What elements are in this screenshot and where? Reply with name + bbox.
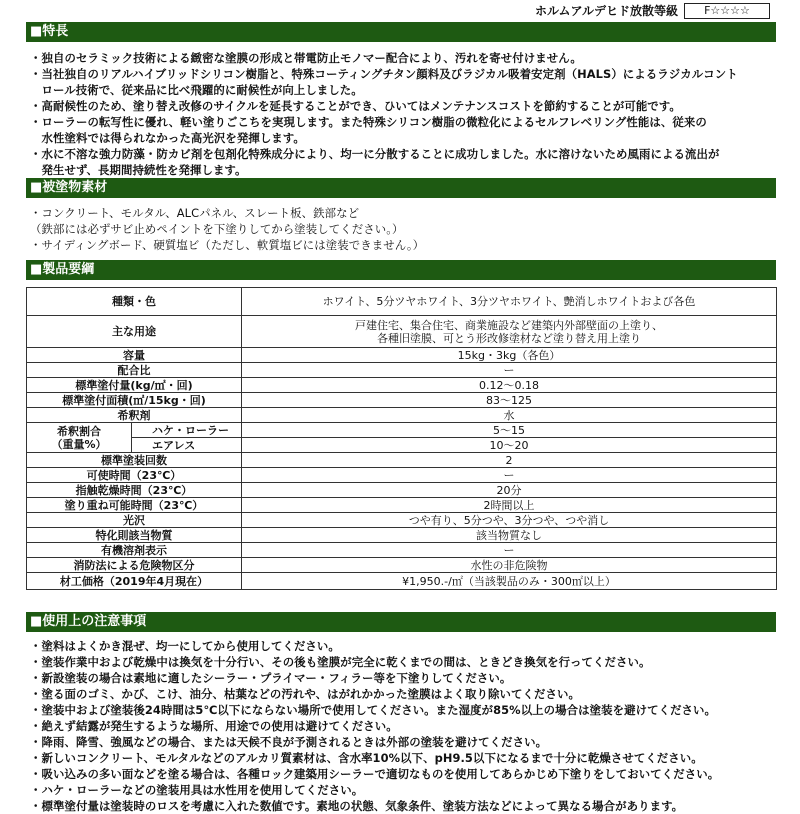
spec-row [27, 348, 777, 363]
spec-label-line: （重量%） [51, 437, 107, 451]
features-line: ・水に不溶な強力防藻・防カビ剤を包剤化特殊成分により、均一に分散することに成功しました。水に溶けないため風雨による流出が [30, 147, 720, 161]
spec-label [27, 423, 132, 453]
spec-label: 主な用途 [27, 316, 242, 348]
spec-label: 光沢 [27, 513, 242, 528]
spec-row [27, 393, 777, 408]
spec-value: 15kg・3kg（各色） [242, 348, 777, 363]
spec-label: 指触乾燥時間（23℃） [27, 483, 242, 498]
features-line: 発生せず、長期間持続性を発揮します。 [30, 163, 247, 177]
spec-value: 0.12～0.18 [242, 378, 777, 393]
precautions-line: ・塗る面のゴミ、かび、こけ、油分、枯葉などの汚れや、はがれかかった塗膜はよく取り除いてください。 [30, 687, 580, 701]
spec-label: 消防法による危険物区分 [27, 558, 242, 573]
spec-row [27, 363, 777, 378]
spec-row [27, 468, 777, 483]
spec-label: 可使時間（23℃） [27, 468, 242, 483]
spec-value: 水性の非危険物 [242, 558, 777, 573]
spec-value: 水 [242, 408, 777, 423]
formaldehyde-rating [535, 2, 770, 19]
features-line: ・独自のセラミック技術による緻密な塗膜の形成と帯電防止モノマー配合により、汚れを寄せ付けません。 [30, 51, 582, 65]
spec-value: ー [242, 363, 777, 378]
spec-row [27, 288, 777, 316]
spec-label: 標準塗付量(kg/㎡・回) [27, 378, 242, 393]
spec-value-line: 各種旧塗膜、可とう形改修塗材など塗り替え用上塗り [377, 331, 641, 345]
substrates-line: （鉄部には必ずサビ止めペイントを下塗りしてから塗装してください。） [30, 222, 404, 236]
spec-value: ー [242, 468, 777, 483]
precautions-line: ・ハケ・ローラーなどの塗装用具は水性用を使用してください。 [30, 783, 364, 797]
features-line: ロール技術で、従来品に比べ飛躍的に耐候性が向上しました。 [30, 83, 363, 97]
spec-label: 材工価格（2019年4月現在） [27, 573, 242, 590]
spec-value: 5～15 [242, 423, 777, 438]
spec-row [27, 513, 777, 528]
features-line: ・当社独自のリアルハイブリッドシリコン樹脂と、特殊コーティングチタン顔料及びラジカル吸着安定剤（HALS）によるラジカルコント [30, 67, 738, 81]
spec-value: 2時間以上 [242, 498, 777, 513]
features-heading: ■特長 [26, 22, 776, 42]
spec-value: 83～125 [242, 393, 777, 408]
spec-value: つや有り、5分つや、3分つや、つや消し [242, 513, 777, 528]
features-line: ・高耐候性のため、塗り替え改修のサイクルを延長することができ、ひいてはメンテナンスコストを節約することが可能です。 [30, 99, 681, 113]
precautions-line: ・標準塗付量は塗装時のロスを考慮に入れた数値です。素地の状態、気象条件、塗装方法などによって異なる場合があります。 [30, 799, 684, 813]
precautions-line: ・絶えず結露が発生するような場所、用途での使用は避けてください。 [30, 719, 398, 733]
spec-label: 容量 [27, 348, 242, 363]
precautions-line: ・塗料はよくかき混ぜ、均一にしてから使用してください。 [30, 639, 340, 653]
substrates-list [30, 205, 775, 253]
precautions-line: ・新設塗装の場合は素地に適したシーラー・プライマー・フィラー等を下塗りしてください。 [30, 671, 512, 685]
substrates-line: ・コンクリート、モルタル、ALCパネル、スレート板、鉄部など [30, 206, 360, 220]
spec-label: 配合比 [27, 363, 242, 378]
precautions-list [30, 638, 775, 814]
precautions-line: ・塗装作業中および乾燥中は換気を十分行い、その後も塗膜が完全に乾くまでの間は、ときどき換気を行ってください。 [30, 655, 651, 669]
spec-label: 有機溶剤表示 [27, 543, 242, 558]
spec-label: 標準塗付面積(㎡/15kg・回) [27, 393, 242, 408]
spec-row [27, 453, 777, 468]
spec-value: 10～20 [242, 438, 777, 453]
spec-row [27, 558, 777, 573]
precautions-heading: ■使用上の注意事項 [26, 612, 776, 632]
spec-value: ¥1,950.-/㎡（当該製品のみ・300㎡以上） [242, 573, 777, 590]
spec-label: 種類・色 [27, 288, 242, 316]
spec-row [27, 543, 777, 558]
spec-row [27, 483, 777, 498]
spec-row [27, 408, 777, 423]
spec-label-line: 希釈割合 [57, 424, 101, 438]
spec-row [27, 378, 777, 393]
substrates-line: ・サイディングボード、硬質塩ビ（ただし、軟質塩ビには塗装できません。） [30, 238, 425, 252]
spec-value-line: 戸建住宅、集合住宅、商業施設など建築内外部壁面の上塗り、 [355, 318, 663, 332]
formaldehyde-grade: F☆☆☆☆ [684, 3, 770, 19]
spec-row [27, 438, 777, 453]
spec-label: 特化則該当物質 [27, 528, 242, 543]
spec-value [242, 316, 777, 348]
spec-row [27, 498, 777, 513]
formaldehyde-label: ホルムアルデヒド放散等級 [534, 4, 678, 18]
spec-table [26, 287, 777, 590]
features-list [30, 50, 775, 178]
spec-label: 塗り重ね可能時間（23℃） [27, 498, 242, 513]
spec-row [27, 423, 777, 438]
spec-label: 希釈剤 [27, 408, 242, 423]
precautions-line: ・塗装中および塗装後24時間は5℃以下にならない場所で使用してください。また湿度が85%以上の場合は塗装を避けてください。 [30, 703, 717, 717]
spec-label: 標準塗装回数 [27, 453, 242, 468]
spec-row [27, 528, 777, 543]
spec-sublabel: エアレス [132, 438, 242, 453]
spec-value: ホワイト、5分ツヤホワイト、3分ツヤホワイト、艶消しホワイトおよび各色 [242, 288, 777, 316]
substrates-heading: ■被塗物素材 [26, 178, 776, 198]
spec-value: 20分 [242, 483, 777, 498]
precautions-line: ・吸い込みの多い面などを塗る場合は、各種ロック建築用シーラーで適切なものを使用してあらかじめ下塗りをしておいてください。 [30, 767, 720, 781]
specs-heading: ■製品要綱 [26, 260, 776, 280]
precautions-line: ・降雨、降雪、強風などの場合、または天候不良が予測されるときは外部の塗装を避けてください。 [30, 735, 548, 749]
spec-row [27, 573, 777, 590]
precautions-line: ・新しいコンクリート、モルタルなどのアルカリ質素材は、含水率10%以下、pH9.5以下になるまで十分に乾燥させてください。 [30, 751, 703, 765]
spec-row [27, 316, 777, 348]
spec-value: 該当物質なし [242, 528, 777, 543]
features-line: ・ローラーの転写性に優れ、軽い塗りごこちを実現します。また特殊シリコン樹脂の微粒化によるセルフレベリング性能は、従来の [30, 115, 707, 129]
spec-sublabel: ハケ・ローラー [132, 423, 242, 438]
spec-value: ー [242, 543, 777, 558]
features-line: 水性塗料では得られなかった高光沢を発揮します。 [30, 131, 305, 145]
spec-value: 2 [242, 453, 777, 468]
